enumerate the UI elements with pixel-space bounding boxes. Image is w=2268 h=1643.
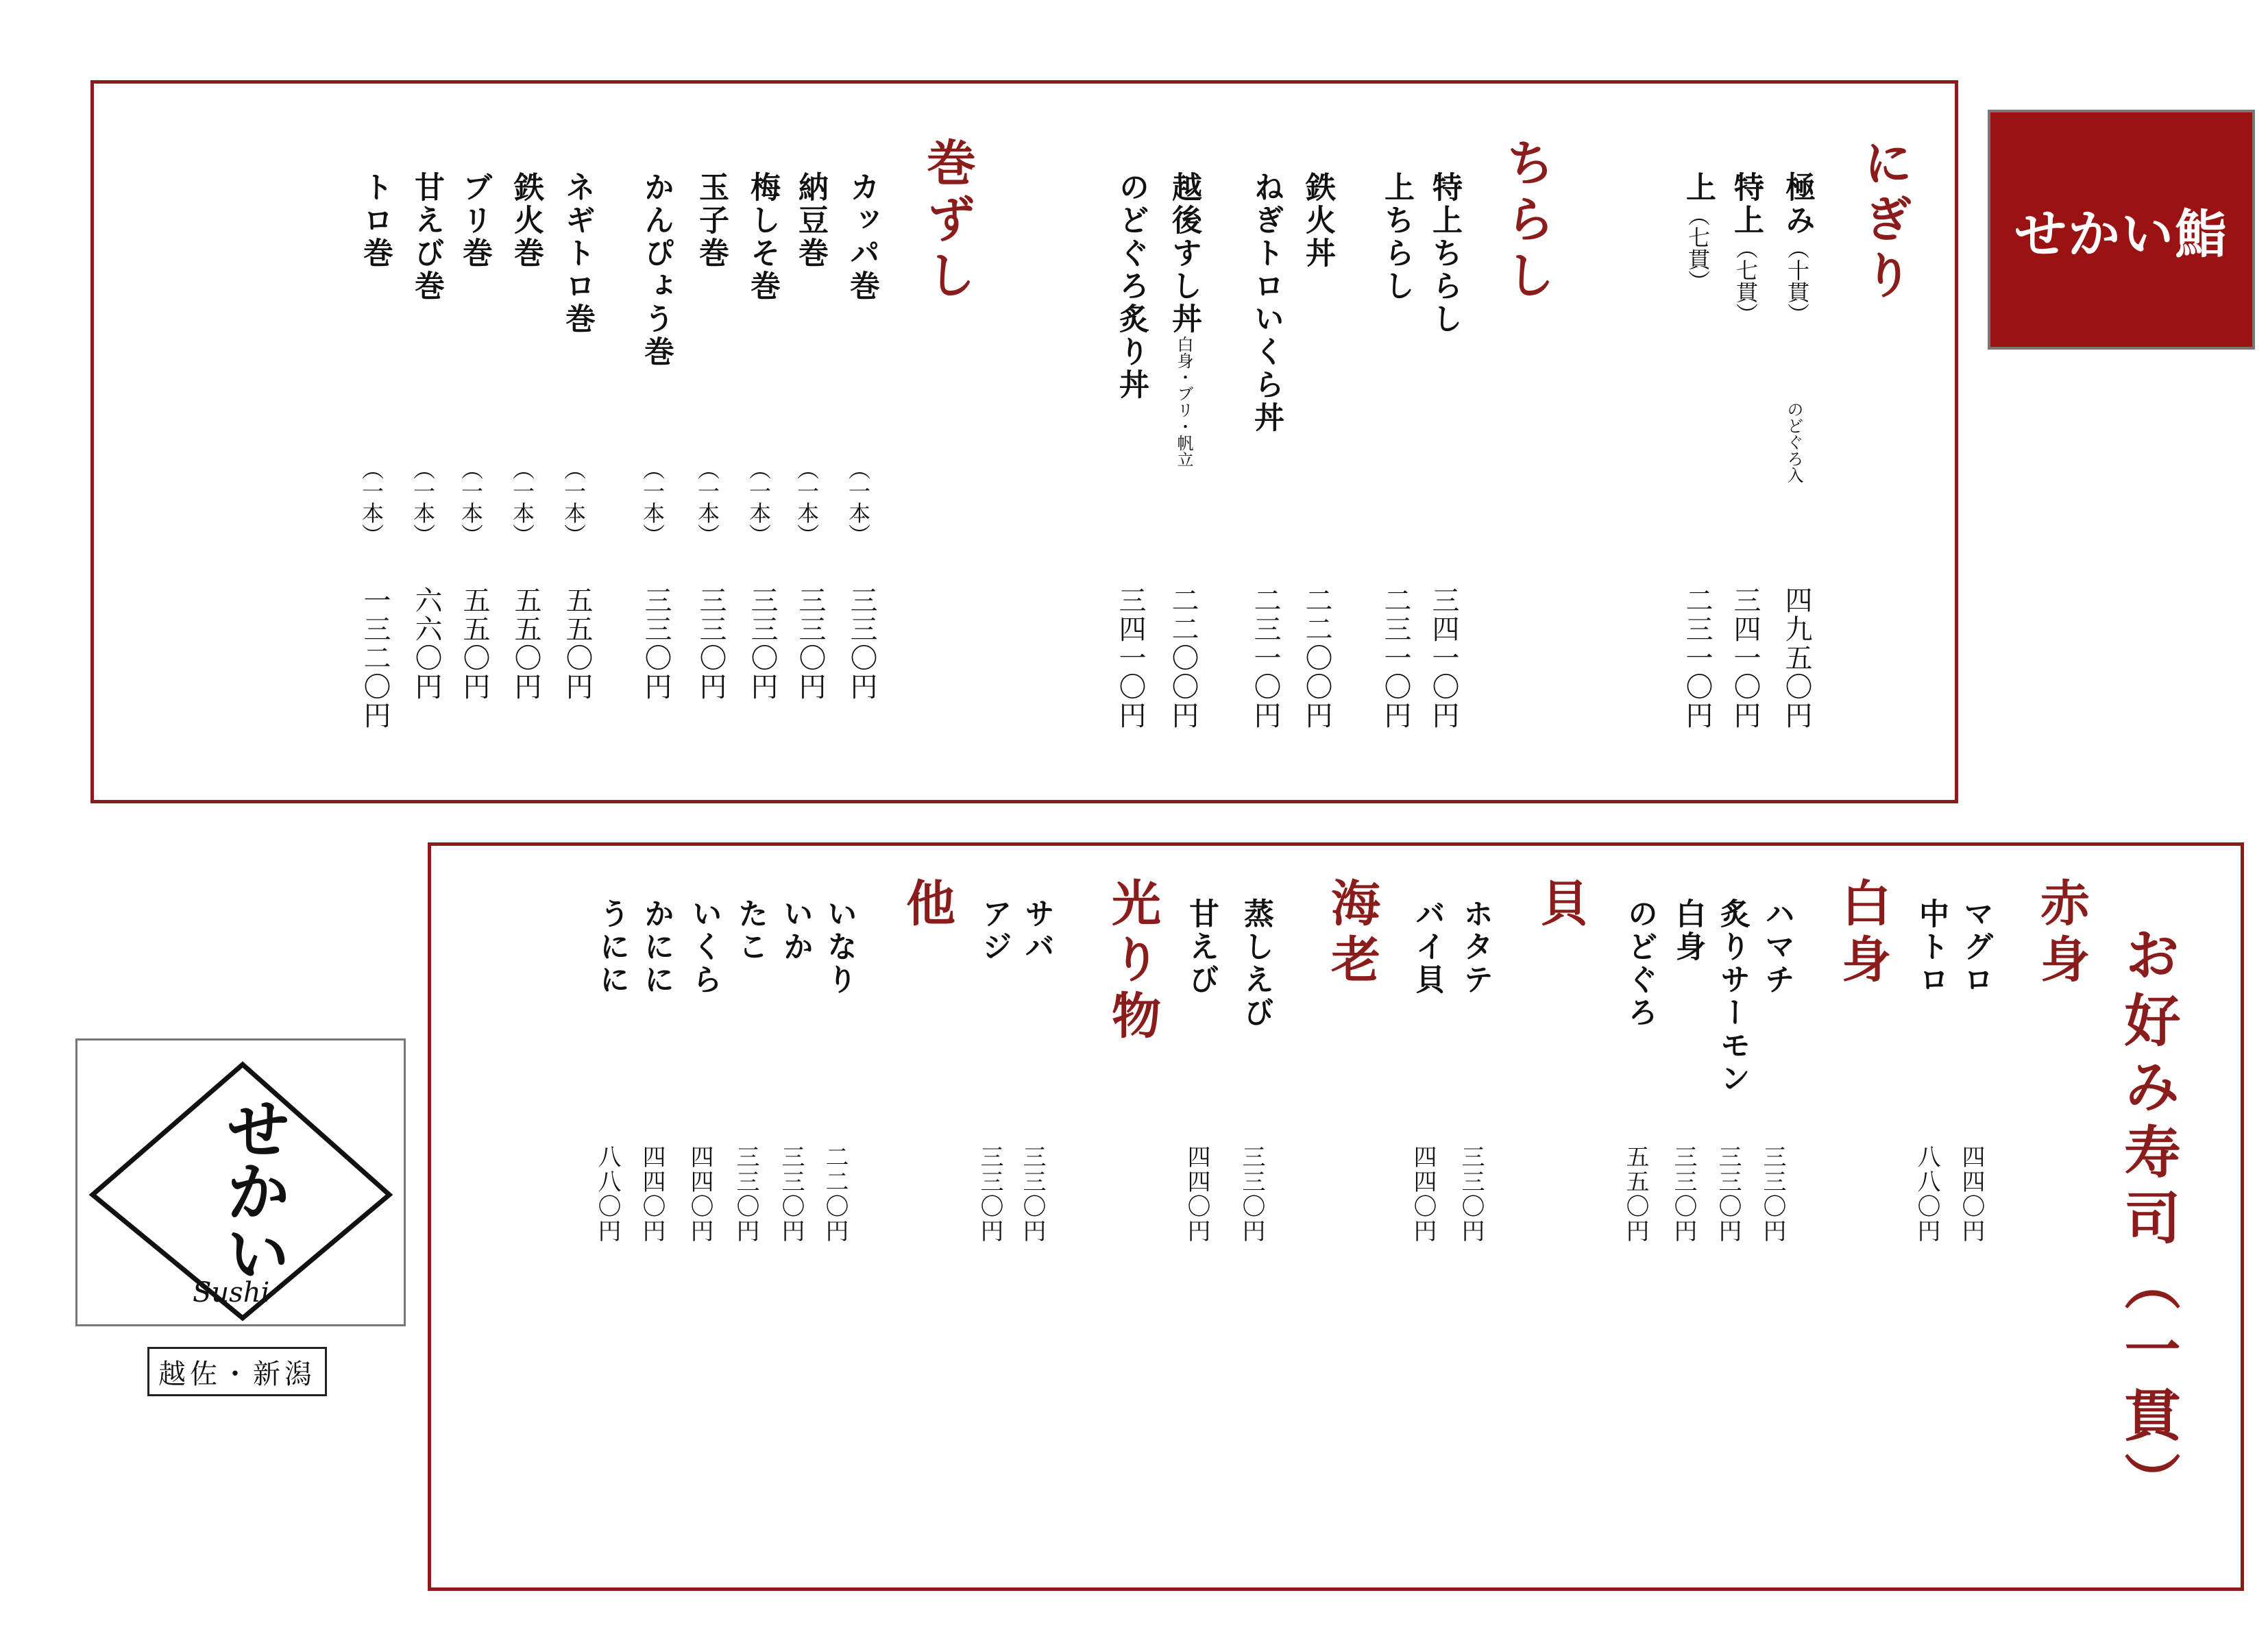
makizushi-heading: 巻ずし — [918, 137, 976, 306]
makizushi-qty: （一本） — [358, 458, 385, 546]
brand-box — [1988, 110, 2255, 350]
makizushi-item: 鉄火巻 — [509, 171, 544, 270]
makizushi-price: 三三〇円 — [846, 586, 877, 701]
kai-price: 四四〇円 — [1409, 1145, 1437, 1243]
okonomi-heading: お好み寿司（一貫） — [2115, 925, 2180, 1518]
shiromi-price: 三三〇円 — [1759, 1145, 1786, 1243]
hikarimono-item: アジ — [977, 898, 1012, 964]
other-item: うにに — [594, 898, 629, 997]
item-qty: （七貫） — [1685, 204, 1711, 292]
other-item: いか — [778, 898, 813, 964]
shiromi-item: ハマチ — [1759, 898, 1794, 997]
makizushi-item: かんぴょう巻 — [639, 171, 674, 369]
chirashi-item-nodoguro: のどぐろ炙り丼 — [1114, 171, 1149, 402]
makizushi-price: 三三〇円 — [746, 586, 778, 701]
shiromi-price: 五五〇円 — [1622, 1145, 1649, 1243]
nigiri-price-tokujo: 三四一〇円 — [1729, 586, 1761, 730]
shiromi-item: 白身 — [1670, 898, 1705, 964]
other-item: たこ — [733, 898, 768, 964]
chirashi-item-negitoro-ikura: ねぎトロいくら丼 — [1249, 171, 1284, 435]
ebi-item: 蒸しえび — [1239, 898, 1273, 1030]
makizushi-item: カッパ巻 — [844, 171, 879, 303]
shiromi-item: のどぐろ — [1622, 898, 1657, 1030]
other-item: かにに — [639, 898, 674, 997]
makizushi-qty: （一本） — [561, 458, 587, 546]
makizushi-price: 六六〇円 — [411, 586, 442, 701]
makizushi-qty: （一本） — [794, 458, 820, 546]
other-price: 四四〇円 — [638, 1145, 666, 1243]
shiromi-price: 三三〇円 — [1714, 1145, 1742, 1243]
shiromi-heading: 白身 — [1833, 877, 1891, 990]
item-name: 特上 — [1729, 171, 1764, 237]
hikarimono-price: 三三〇円 — [976, 1145, 1003, 1243]
kai-heading: 貝 — [1532, 877, 1589, 934]
akami-item: 中トロ — [1914, 898, 1949, 997]
makizushi-qty: （一本） — [509, 458, 535, 546]
nigiri-price-kiwami: 四九五〇円 — [1781, 586, 1812, 730]
chirashi-item-echigo — [1162, 171, 1206, 467]
nigiri-note: のどぐろ入 — [1784, 401, 1803, 483]
chirashi-price-nodoguro: 三四一〇円 — [1114, 586, 1146, 730]
brand-name: せかい鮨 — [2014, 203, 2228, 265]
chirashi-heading: ちらし — [1498, 137, 1555, 306]
other-price: 三三〇円 — [732, 1145, 759, 1243]
chirashi-item-tekkadon: 鉄火丼 — [1300, 171, 1335, 270]
chirashi-price-echigo: 二二〇〇円 — [1167, 586, 1199, 730]
makizushi-price: 五五〇円 — [510, 586, 541, 701]
akami-price: 八八〇円 — [1913, 1145, 1940, 1243]
other-price: 三三〇円 — [777, 1145, 805, 1243]
makizushi-item: 甘えび巻 — [409, 171, 444, 303]
hikarimono-heading: 光り物 — [1103, 877, 1161, 1046]
region-tag — [147, 1347, 327, 1396]
nigiri-item-tokujo — [1724, 171, 1768, 325]
chirashi-price-jo: 二三一〇円 — [1380, 586, 1411, 730]
kai-price: 三三〇円 — [1457, 1145, 1485, 1243]
logo-main-text: せかい — [215, 1095, 291, 1282]
shiromi-price: 三三〇円 — [1670, 1145, 1697, 1243]
other-item: いなり — [822, 898, 857, 997]
akami-price: 四四〇円 — [1958, 1145, 1985, 1243]
nigiri-item-jo — [1676, 171, 1720, 292]
other-item: いくら — [687, 898, 722, 997]
makizushi-qty: （一本） — [746, 458, 772, 546]
chirashi-item-jo: 上ちらし — [1379, 171, 1414, 303]
ebi-price: 三三〇円 — [1238, 1145, 1265, 1243]
makizushi-item: 梅しそ巻 — [745, 171, 780, 303]
nigiri-heading: にぎり — [1855, 137, 1913, 306]
chirashi-price-tekkadon: 二二〇〇円 — [1301, 586, 1332, 730]
shiromi-item: 炙りサーモン — [1715, 898, 1750, 1095]
akami-item: マグロ — [1958, 898, 1993, 997]
chirashi-item-tokujo: 特上ちらし — [1427, 171, 1462, 336]
makizushi-qty: （一本） — [845, 458, 871, 546]
makizushi-qty: （一本） — [694, 458, 720, 546]
makizushi-price: 一三二〇円 — [359, 586, 391, 730]
makizushi-price: 五五〇円 — [561, 586, 593, 701]
makizushi-item: 納豆巻 — [793, 171, 828, 270]
ebi-price: 四四〇円 — [1183, 1145, 1210, 1243]
logo-card — [75, 1038, 406, 1326]
hikarimono-price: 三三〇円 — [1019, 1145, 1046, 1243]
hikarimono-item: サバ — [1019, 898, 1054, 964]
kai-item: バイ貝 — [1410, 898, 1445, 997]
other-price: 二二〇円 — [821, 1145, 849, 1243]
region-text: 越佐・新潟 — [158, 1358, 316, 1390]
makizushi-qty: （一本） — [410, 458, 436, 546]
nigiri-price-jo: 二三一〇円 — [1681, 586, 1713, 730]
item-name: 上 — [1681, 171, 1716, 204]
other-price: 四四〇円 — [686, 1145, 714, 1243]
item-note: 白身・ブリ・帆立 — [1174, 336, 1193, 467]
ebi-item: 甘えび — [1184, 898, 1219, 997]
other-price: 八八〇円 — [594, 1145, 621, 1243]
makizushi-item: ブリ巻 — [457, 171, 492, 270]
akami-heading: 赤身 — [2032, 877, 2090, 990]
ebi-heading: 海老 — [1323, 877, 1380, 990]
other-heading: 他 — [898, 877, 955, 934]
logo-sub-text: Sushi — [193, 1277, 270, 1309]
makizushi-price: 三三〇円 — [695, 586, 727, 701]
makizushi-price: 三三〇円 — [640, 586, 672, 701]
nigiri-item-kiwami — [1775, 171, 1819, 325]
kai-item: ホタテ — [1458, 898, 1493, 997]
makizushi-item: トロ巻 — [358, 171, 393, 270]
item-qty: （七貫） — [1733, 237, 1759, 325]
makizushi-price: 三三〇円 — [794, 586, 826, 701]
item-name: 極み — [1780, 171, 1815, 237]
makizushi-qty: （一本） — [458, 458, 484, 546]
item-qty: （十貫） — [1784, 237, 1810, 325]
chirashi-price-tokujo: 三四一〇円 — [1428, 586, 1459, 730]
makizushi-item: 玉子巻 — [694, 171, 729, 270]
chirashi-price-negitoro-ikura: 二三一〇円 — [1249, 586, 1281, 730]
makizushi-price: 五五〇円 — [459, 586, 490, 701]
item-name: 越後すし丼 — [1167, 171, 1202, 336]
makizushi-item: ネギトロ巻 — [560, 171, 595, 336]
makizushi-qty: （一本） — [639, 458, 666, 546]
